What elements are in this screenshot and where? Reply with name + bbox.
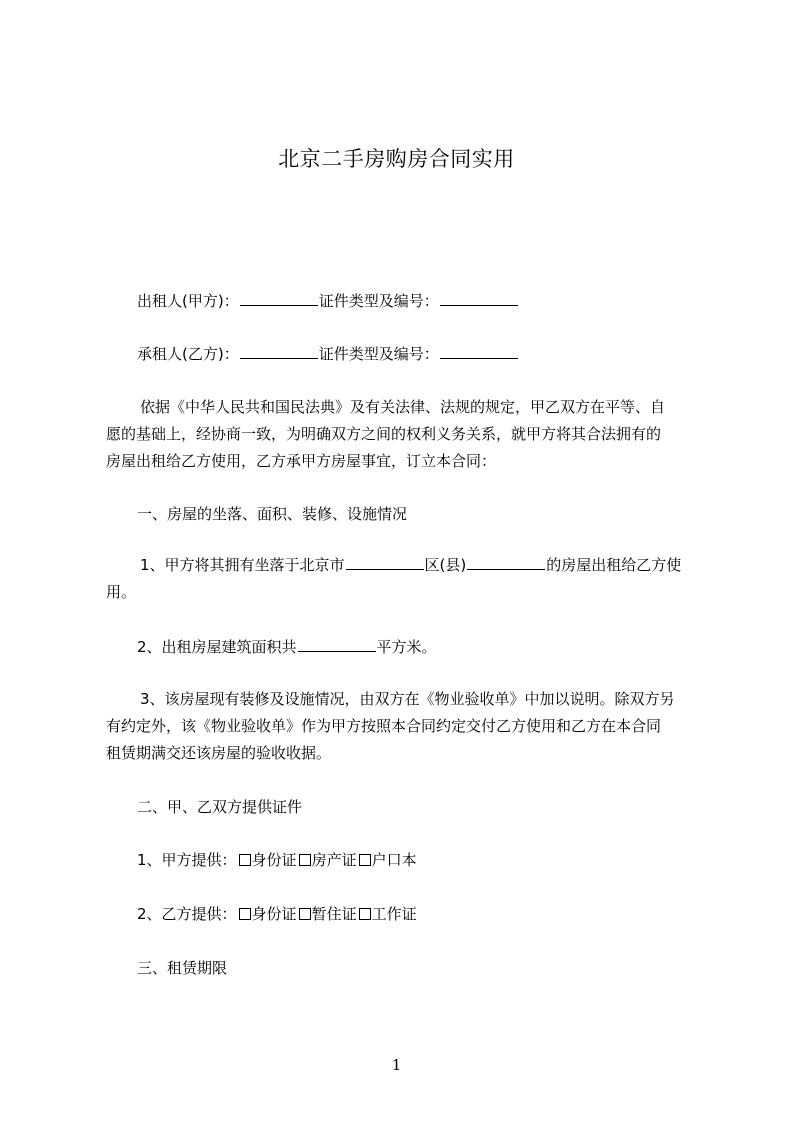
- doc-option: 房产证: [311, 851, 357, 869]
- checkbox-icon[interactable]: [239, 908, 251, 920]
- preamble-line: 愿的基础上，经协商一致，为明确双方之间的权利义务关系，就甲方将其合法拥有的: [106, 425, 662, 443]
- lessor-name-blank: [240, 293, 318, 306]
- lessor-label: 出租人(甲方)：: [137, 292, 239, 310]
- section1-item1-line: [106, 552, 716, 579]
- doc-option: 暂住证: [311, 905, 357, 923]
- doc-option: 户口本: [371, 851, 417, 869]
- lessor-id-label: 证件类型及编号：: [318, 292, 439, 310]
- section1-item3-line: 租赁期满交还该房屋的验收收据。: [106, 744, 332, 762]
- lessor-line: [137, 293, 519, 309]
- item1-text-c: 的房屋出租给乙方使: [546, 556, 682, 574]
- preamble-line: 依据《中华人民共和国民法典》及有关法律、法规的规定，甲乙双方在平等、自: [140, 398, 666, 416]
- item2-text-b: 平方米。: [376, 638, 437, 656]
- item2-text-a: 2、出租房屋建筑面积共: [137, 638, 297, 656]
- section1-item3-line: 3、该房屋现有装修及设施情况，由双方在《物业验收单》中加以说明。除双方另: [140, 690, 675, 708]
- preamble-line: 房屋出租给乙方使用，乙方承甲方房屋事宜，订立本合同：: [106, 452, 497, 470]
- section2-heading: 二、甲、乙双方提供证件: [137, 798, 303, 816]
- checkbox-icon[interactable]: [299, 854, 311, 866]
- section1-item3-line: 有约定外，该《物业验收单》作为甲方按照本合同约定交付乙方使用和乙方在本合同: [106, 717, 662, 735]
- area-blank: [298, 639, 376, 652]
- party-b-label: 2、乙方提供：: [137, 905, 237, 923]
- doc-option: 身份证: [251, 905, 297, 923]
- document-title: 北京二手房购房合同实用: [278, 147, 515, 171]
- city-district-blank: [346, 557, 424, 570]
- party-b-documents: [137, 906, 417, 922]
- preamble-paragraph: [106, 394, 681, 475]
- checkbox-icon[interactable]: [299, 908, 311, 920]
- lessor-id-blank: [440, 293, 518, 306]
- doc-option: 身份证: [251, 851, 297, 869]
- section3-heading: 三、租赁期限: [137, 959, 228, 977]
- doc-option: 工作证: [371, 905, 417, 923]
- lessee-label: 承租人(乙方)：: [137, 345, 239, 363]
- party-a-label: 1、甲方提供：: [137, 851, 237, 869]
- section1-item3: [106, 686, 716, 767]
- item1-text-a: 1、甲方将其拥有坐落于北京市: [140, 556, 345, 574]
- lessee-id-blank: [440, 346, 518, 359]
- party-a-documents: [137, 852, 417, 868]
- page-number: 1: [391, 1056, 402, 1074]
- section1-item1: [106, 552, 716, 606]
- checkbox-icon[interactable]: [239, 854, 251, 866]
- section1-item2: [137, 639, 437, 655]
- checkbox-icon[interactable]: [359, 854, 371, 866]
- lessee-name-blank: [240, 346, 318, 359]
- item1-text-b: 区(县): [424, 556, 467, 574]
- section1-item1-line: 用。: [106, 583, 137, 601]
- county-address-blank: [467, 557, 545, 570]
- section1-heading: 一、房屋的坐落、面积、装修、设施情况: [137, 505, 408, 523]
- lessee-id-label: 证件类型及编号：: [318, 345, 439, 363]
- lessee-line: [137, 346, 519, 362]
- checkbox-icon[interactable]: [359, 908, 371, 920]
